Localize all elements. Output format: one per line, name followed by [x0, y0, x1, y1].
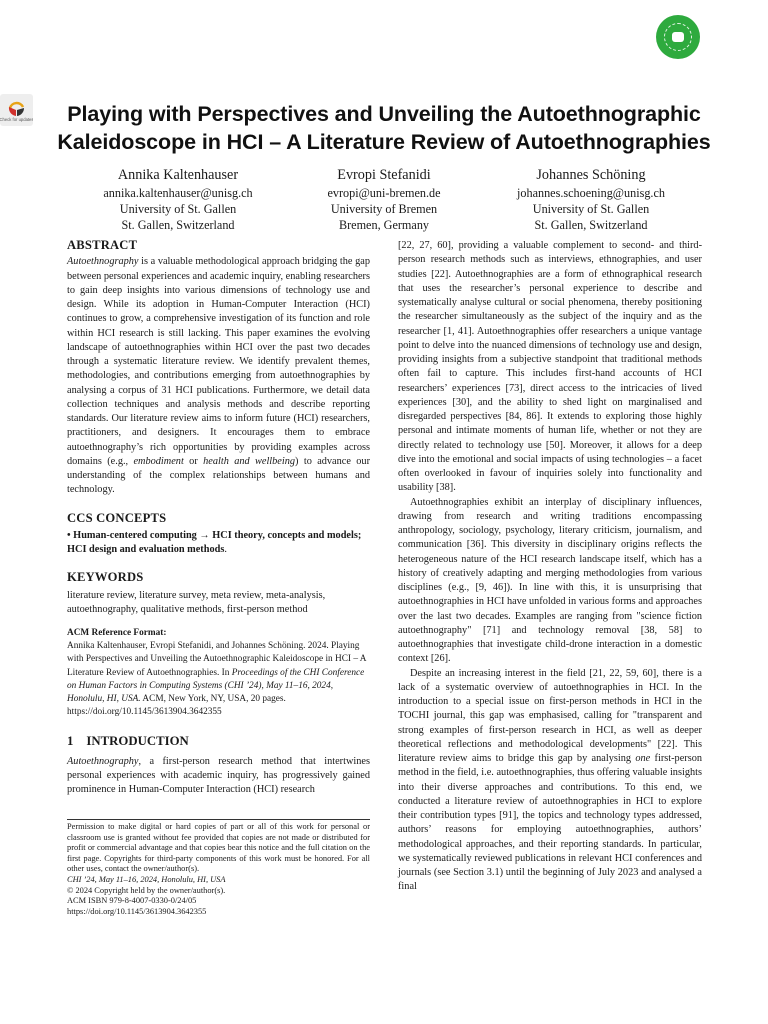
copyright-footnote	[67, 822, 370, 917]
paper-title	[40, 100, 728, 156]
ccs-concepts: • Human-centered computing → HCI theory, concepts and models; HCI design and evaluation methods.	[67, 529, 362, 555]
title-line-2: Kaleidoscope in HCI – A Literature Review of Autoethnographies	[57, 130, 711, 154]
check-for-updates-icon	[0, 94, 33, 126]
author-name: Johannes Schöning	[536, 167, 646, 183]
isbn-line: ACM ISBN 979-8-4007-0330-0/24/05	[67, 896, 197, 906]
author-name: Annika Kaltenhauser	[117, 167, 239, 183]
copyright-line: © 2024 Copyright held by the owner/author(s).	[67, 885, 226, 895]
artifacts-available-badge	[656, 15, 700, 59]
author-email[interactable]: annika.kaltenhauser@unisg.ch	[103, 186, 253, 200]
author-location: St. Gallen, Switzerland	[534, 218, 648, 232]
right-column	[398, 239, 702, 895]
author-email[interactable]: johannes.schoening@unisg.ch	[517, 186, 665, 200]
author-block-2	[274, 166, 494, 233]
author-location: St. Gallen, Switzerland	[121, 218, 235, 232]
body-paragraph-3: Despite an increasing interest in the field [21, 22, 59, 60], there is a lack of a systematic overview of autoethnographies in HCI. In the introduction to a special issue on first-person methods in HCI in the TOCHI journal, this gap was emphasised, calling for "transparent and strong examples of first-person research in HCI, as well as deeper theoretical reflections and methodological developments" [22]. This literature review aims to bridge this gap by analysing one first-person method in the field, i.e. autoethnographies, thus offering valuable insights into their diverse approaches and contributions. To this end, we conducted a literature review of autoethnographies in HCI to explore their contribution types [91], the topics and technology types addressed, authors’ reasons for employing autoethnographies, authors’ methodological approaches, and their reporting standards. In particular, we systematically reviewed publications in relevant HCI conferences and journals (see Section 3.1) until the beginning of July 2023 and analysed a final	[398, 667, 703, 893]
intro-heading: 1 INTRODUCTION	[67, 734, 189, 749]
badge-center-icon	[672, 32, 684, 42]
author-affiliation: University of St. Gallen	[532, 202, 650, 216]
author-location: Bremen, Germany	[338, 218, 430, 232]
author-affiliation: University of Bremen	[330, 202, 438, 216]
left-column	[67, 238, 370, 797]
svg-text:Check for updates: Check for updates	[0, 117, 33, 122]
body-paragraph-2: Autoethnographies exhibit an interplay of disciplinary influences, drawing from research and writing traditions encompassing anthropology, sociology, psychology, literary criticism, journalism, and communication [36]. This diversity in disciplinary origins reflects the heterogeneous nature of the HCI research landscape itself, which has a history of creatively adapting and merging methodologies from various disciplines (e.g., [9, 46]). In line with this, it is unsurprising that autoethnographies in HCI have unfolded in various forms and approaches over the last two decades. Examples are ranging from "science fiction autoethnography" [71] and technology removal [38, 58] to autoethnographies that investigate child-drone interaction in a domestic context [26].	[398, 496, 702, 665]
intro-text: Autoethnography, a first-person research method that intertwines personal experiences with academic inquiry, has progressively gained prominence in Human-Computer Interaction (HCI) research	[67, 755, 370, 796]
acm-reference-heading: ACM Reference Format:	[67, 628, 167, 638]
author-block-3	[481, 166, 701, 233]
abstract-heading: ABSTRACT	[67, 238, 138, 252]
title-line-1: Playing with Perspectives and Unveiling the Autoethnographic	[67, 102, 701, 126]
ccs-heading: CCS CONCEPTS	[67, 510, 167, 525]
keywords-heading: KEYWORDS	[67, 570, 144, 585]
conference-line: CHI ’24, May 11–16, 2024, Honolulu, HI, USA	[67, 874, 226, 884]
author-name: Evropi Stefanidi	[337, 167, 431, 183]
footnote-divider	[67, 819, 370, 820]
author-affiliation: University of St. Gallen	[119, 202, 237, 216]
check-for-updates-button[interactable]	[0, 94, 33, 126]
acm-reference-text: Annika Kaltenhauser, Evropi Stefanidi, and Johannes Schöning. 2024. Playing with Perspectives and Unveiling the Autoethnographic Kaleidoscope in HCI – A Literature Review of Autoethnographies. In Proceedings of the CHI Conference on Human Factors in Computing Systems (CHI ’24), May 11–16, 2024, Honolulu, HI, USA. ACM, New York, NY, USA, 20 pages. https://doi.org/10.1145/3613904.3642355	[67, 641, 366, 718]
abstract-text: Autoethnography is a valuable methodological approach bridging the gap between personal experiences and academic inquiry, enabling researchers to gain deep insights into various dimensions of technology use and design. While its adoption in Human-Computer Interaction (HCI) continues to grow, a comprehensive investigation of its function and role within HCI research is still lacking. This paper examines the evolving landscape of autoethnographies within HCI over the past two decades through a systematic literature review. We identify prevalent themes, methodologies, and contributions emerging from autoethnographies by analysing a corpus of 31 HCI publications. Furthermore, we detail data collection techniques and analysis methods and describe reporting standards. Our literature review aims to inform future (HCI) researchers, practitioners, and designers. It encourages them to embrace autoethnography’s rich opportunities by providing examples across domains (e.g., embodiment or health and wellbeing) to advance our understanding of the complex relationships between humans and technology.	[67, 256, 370, 496]
author-email[interactable]: evropi@uni-bremen.de	[327, 186, 441, 200]
body-paragraph-1: [22, 27, 60], providing a valuable complement to second- and third-person research methods such as interviews, ethnographies, and user studies [22]. Autoethnographies are a form of ethnographical research that uses the researcher’s personal experience to describe and systematically analyse cultural or social phenomena, thereby positioning the researcher simultaneously as the subject of the inquiry and as the researcher [1, 41]. Autoethnographies offer researchers a unique vantage point to delve into the nuanced dimensions of technology use and design, providing insights from a subjective standpoint that traditional methods often fail to capture. This includes first-hand accounts of HCI researchers’ experiences [73], direct access to the intricacies of lived experiences [30], and the ability to shed light on marginalised and disregarded perspectives [84, 86]. It extends to exploring those highly personal and intimate moments of human life, whether or not they are directly related to technology use [50]. Moreover, it allows for a deep dive into the emotional and social impacts of using technologies – a facet often overlooked in favour of inquiries solely into functionality and usability [38].	[398, 240, 702, 494]
keywords-text: literature review, literature survey, meta review, meta-analysis, autoethnography, qualitative methods, first-person method	[67, 589, 326, 615]
doi-link[interactable]: https://doi.org/10.1145/3613904.3642355	[67, 906, 207, 916]
permission-text: Permission to make digital or hard copies of part or all of this work for personal or classroom use is granted without fee provided that copies are not made or distributed for profit or commercial advantage and that copies bear this notice and the full citation on the first page. Copyrights for third-party components of this work must be honored. For all other uses, contact the owner/author(s).	[67, 822, 370, 874]
author-block-1	[68, 166, 288, 233]
